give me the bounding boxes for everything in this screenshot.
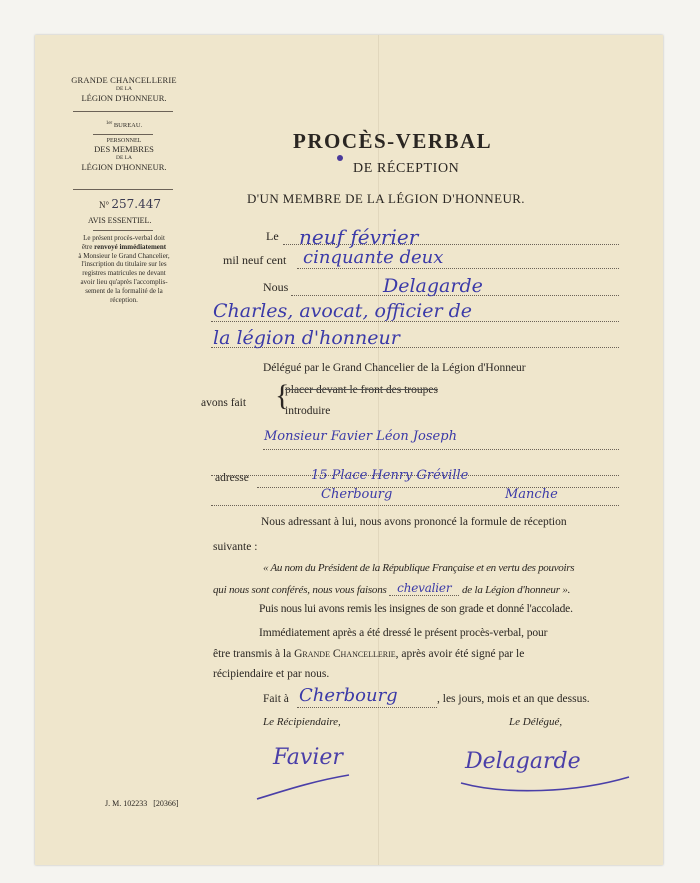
recipient-signature: Favier [273,745,343,770]
chancellerie-line: GRANDE CHANCELLERIE [71,75,177,85]
number-prefix: N° [99,200,110,210]
footer-code: [20366] [153,799,179,808]
sidebar-divider-3 [73,189,173,190]
adresse-dept: Manche [505,487,558,502]
year-value: cinquante deux [303,247,444,268]
legion-line-2: LÉGION D'HONNEUR. [81,162,167,172]
document-subtitle-2: D'UN MEMBRE DE LA LÉGION D'HONNEUR. [247,191,525,206]
notice-line: l'inscription du titulaire sur les [81,260,167,269]
bureau-prefix: 1er [105,121,113,126]
para3-text-b: , après avoir été signé par le [395,648,525,660]
notice-line: sement de la formalité de la [85,286,163,295]
notice-emphasis: renvoyé immédiatement [94,242,167,251]
fait-value: Cherbourg [299,685,398,706]
para1-line2: suivante : [213,541,258,553]
document-title: PROCÈS-VERBAL [293,129,493,153]
para3-line2 [213,648,524,660]
notice-word: être [81,242,93,251]
signature-stroke [461,777,629,791]
monsieur-value: Monsieur Favier Léon Joseph [264,429,457,444]
option-brace: { [275,379,290,412]
footer-reference [105,799,179,808]
personnel-block [49,138,199,172]
monsieur-line [263,449,619,450]
document-subtitle: DE RÉCEPTION [353,161,460,176]
fait-line [297,707,437,708]
le-label: Le [266,229,279,243]
recipient-label: Le Récipiendaire, [263,716,341,728]
notice-text [45,234,203,304]
number-value: 257.447 [111,197,161,211]
delegate-label: Le Délégué, [509,716,563,728]
adresse-label: adresse [215,472,249,484]
document-sheet [35,35,663,865]
formula-line2 [213,582,570,596]
sidebar-header [49,75,199,103]
notice-line [45,243,203,252]
adresse-line1-value: 15 Place Henry Gréville [311,468,469,483]
notice-line: à Monsieur le Grand Chancelier, [78,251,170,260]
year-label: mil neuf cent [223,253,287,267]
nous-line2-value: Charles, avocat, officier de [213,300,472,322]
adresse-city: Cherbourg [321,487,393,502]
fold-line [378,35,379,865]
para2: Puis nous lui avons remis les insignes de son grade et donné l'accolade. [259,603,573,615]
nous-line3-value: la légion d'honneur [213,327,400,349]
notice-line: Le présent procès-verbal doit [83,234,165,242]
sidebar-divider-2 [93,134,153,135]
avis-essentiel: AVIS ESSENTIEL. [88,216,152,225]
bureau-block [49,121,199,129]
option-introduire: introduire [285,405,331,417]
notice-line: réception. [110,295,138,304]
para3-text-a: être transmis à la [213,648,292,660]
grade-value: chevalier [389,581,459,596]
de-la-small: DE LA [115,86,133,92]
signature-stroke [257,775,349,799]
year-line [297,268,619,269]
para3-line1: Immédiatement après a été dressé le présent procès-verbal, pour [259,627,548,639]
para3-line3: récipiendaire et par nous. [213,668,330,680]
footer-ref: J. M. 102233 [105,799,148,808]
adresse-line-2 [211,505,619,506]
formula-text-a: qui nous sont conférés, nous vous faisons [213,584,387,596]
le-value: neuf février [299,225,419,249]
formula-line1: « Au nom du Président de la République Française et en vertu des pouvoirs [263,562,575,574]
avons-fait-label: avons fait [201,397,247,409]
sidebar-divider-1 [73,111,173,112]
notice-line: avoir lieu qu'après l'accomplis- [80,277,168,286]
de-la-line: DE LA [115,155,133,161]
ink-dot [337,155,343,161]
recipient-signature-stroke [253,773,353,803]
sidebar-divider-4 [93,230,153,231]
des-membres-line: DES MEMBRES [94,144,154,154]
notice-line: registres matricules ne devant [82,269,166,278]
delegate-signature: Delagarde [465,749,581,774]
nous-label: Nous [263,280,289,294]
adresse-line-1 [257,487,619,488]
delegate-signature-stroke [455,773,635,803]
option-placer: placer devant le front des troupes [285,384,438,396]
grande-chancellerie: Grande Chancellerie [294,648,396,660]
fait-suffix: , les jours, mois et an que dessus. [437,693,590,705]
delegue-text: Délégué par le Grand Chancelier de la Légion d'Honneur [263,362,526,374]
fait-label: Fait à [263,693,289,705]
legion-line: LÉGION D'HONNEUR. [81,93,167,103]
personnel-line: PERSONNEL [106,138,142,144]
registration-number [99,197,161,211]
formula-text-b: de la Légion d'honneur ». [461,584,571,596]
bureau-text: BUREAU. [113,122,143,130]
nous-value: Delagarde [383,275,483,297]
para1-line1: Nous adressant à lui, nous avons prononcé la formule de réception [261,516,567,528]
